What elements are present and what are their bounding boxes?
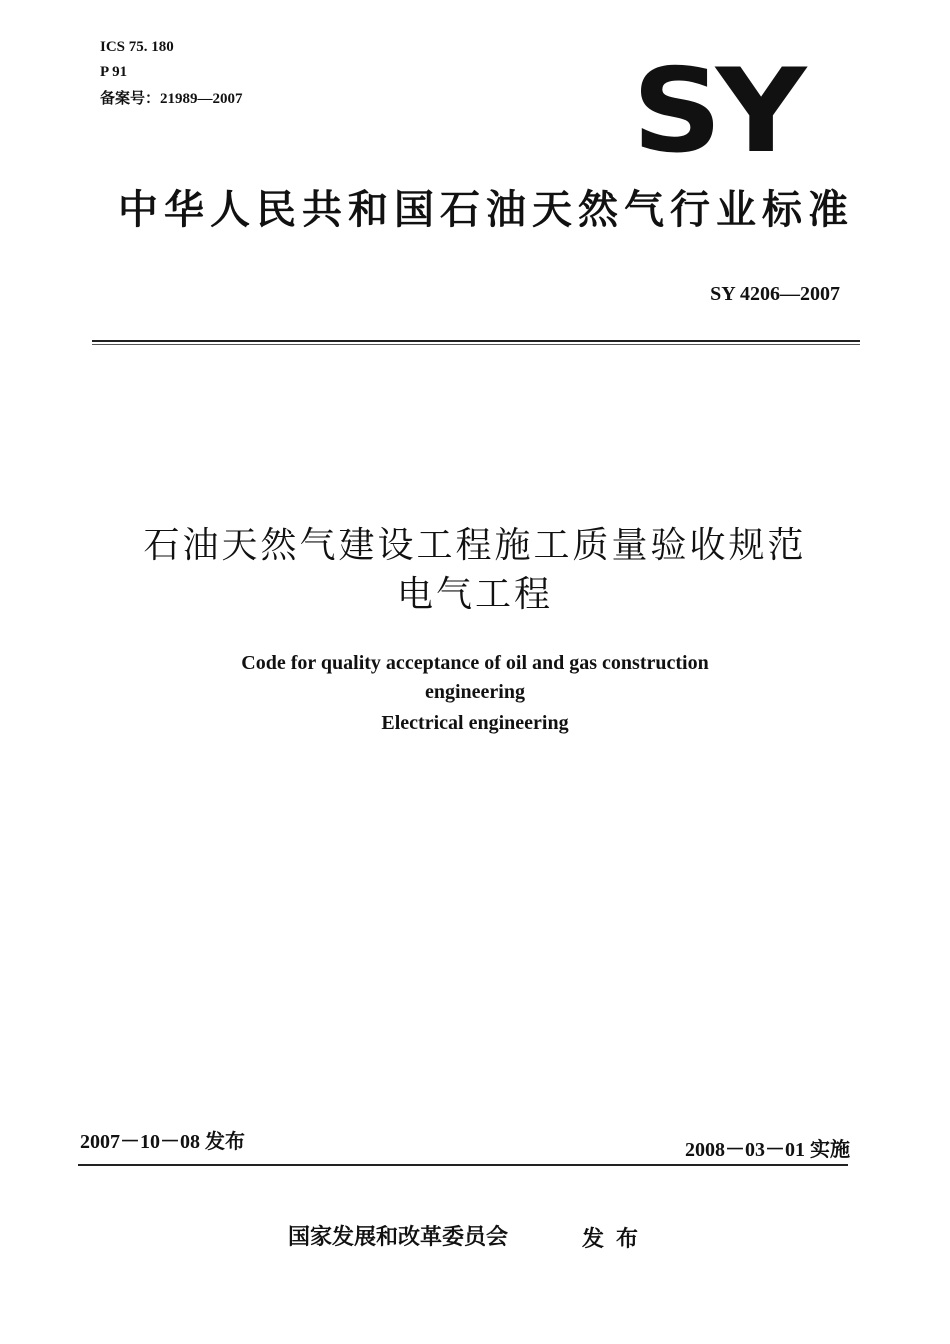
chinese-title-line-2: 电气工程 bbox=[396, 574, 553, 615]
implementation-date: 2008－03－01 实施 bbox=[685, 1139, 850, 1161]
header-divider-secondary bbox=[92, 344, 860, 345]
english-title-line-2: engineering bbox=[425, 681, 525, 703]
ics-code: ICS 75. 180 bbox=[100, 39, 174, 55]
english-title-line-3: Electrical engineering bbox=[381, 712, 569, 734]
publisher-name: 国家发展和改革委员会 bbox=[288, 1225, 509, 1250]
standard-number: SY 4206—2007 bbox=[710, 283, 840, 305]
publisher-action: 发布 bbox=[582, 1227, 651, 1252]
chinese-title-line-1: 石油天然气建设工程施工质量验收规范 bbox=[143, 525, 807, 566]
classification-code: P 91 bbox=[100, 64, 128, 80]
english-title-line-1: Code for quality acceptance of oil and gas construction bbox=[241, 652, 709, 674]
issue-date: 2007－10－08 发布 bbox=[80, 1131, 245, 1153]
header-divider bbox=[92, 340, 860, 342]
sy-logo: SY bbox=[632, 44, 800, 179]
standard-series-title: 中华人民共和国石油天然气行业标准 bbox=[118, 187, 854, 233]
footer-divider bbox=[78, 1164, 848, 1166]
filing-number: 备案号：21989—2007 bbox=[100, 91, 243, 107]
